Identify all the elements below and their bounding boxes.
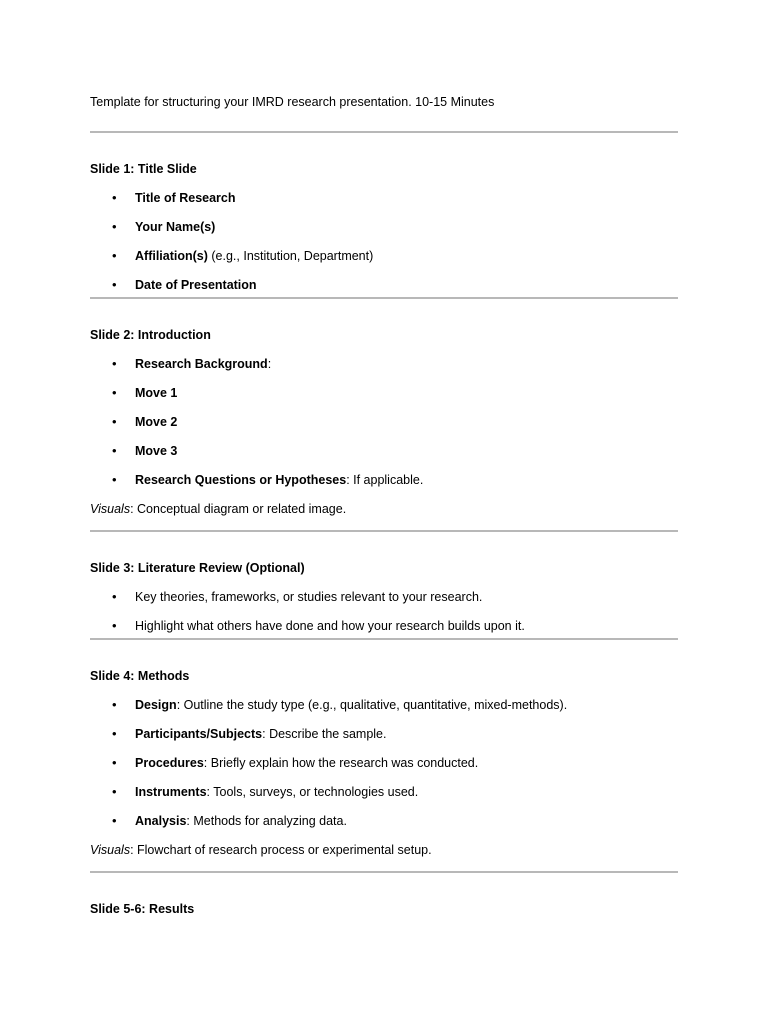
list-item: • Research Questions or Hypotheses: If applicable.: [90, 472, 678, 501]
slide-3-list: [90, 589, 678, 638]
list-item: • Analysis: Methods for analyzing data.: [90, 813, 678, 842]
slide-1-title: Slide 1: Title Slide: [90, 162, 197, 176]
slide-2-visuals: Visuals: Conceptual diagram or related image.: [90, 502, 347, 516]
list-item: • Key theories, frameworks, or studies relevant to your research.: [90, 589, 678, 618]
list-item: • Move 3: [90, 443, 678, 472]
slide-4-list: [90, 697, 678, 842]
slide-4-visuals: Visuals: Flowchart of research process or experimental setup.: [90, 843, 432, 857]
list-item: • Highlight what others have done and how your research builds upon it.: [90, 618, 678, 638]
list-item: • Affiliation(s) (e.g., Institution, Department): [90, 248, 678, 277]
slide-5-6-title: Slide 5-6: Results: [90, 902, 195, 916]
list-item: • Procedures: Briefly explain how the research was conducted.: [90, 755, 678, 784]
list-item: • Title of Research: [90, 190, 678, 219]
document-content: [90, 94, 678, 917]
slide-2-title: Slide 2: Introduction: [90, 328, 211, 342]
list-item: • Design: Outline the study type (e.g., qualitative, quantitative, mixed-methods).: [90, 697, 678, 726]
slide-2-list: [90, 356, 678, 501]
list-item: • Move 1: [90, 385, 678, 414]
list-item: • Participants/Subjects: Describe the sample.: [90, 726, 678, 755]
list-item: • Instruments: Tools, surveys, or technologies used.: [90, 784, 678, 813]
list-item: • Your Name(s): [90, 219, 678, 248]
list-item: • Move 2: [90, 414, 678, 443]
slide-4-title: Slide 4: Methods: [90, 669, 190, 683]
list-item: • Date of Presentation: [90, 277, 678, 297]
intro-text: Template for structuring your IMRD research presentation. 10-15 Minutes: [90, 95, 495, 109]
list-item: • Research Background:: [90, 356, 678, 385]
slide-3-title: Slide 3: Literature Review (Optional): [90, 561, 305, 575]
slide-1-list: [90, 190, 678, 297]
